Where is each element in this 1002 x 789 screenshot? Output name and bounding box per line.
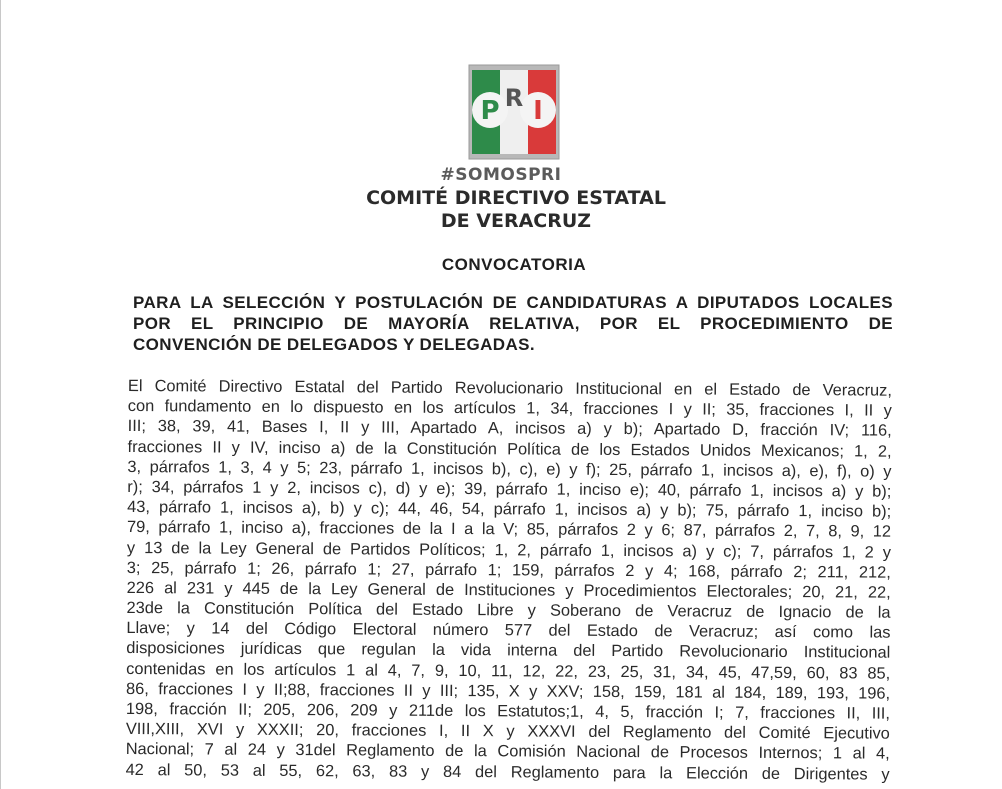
body-line: 23de la Constitución Política del Estado Libre y Soberano de Veracruz de Ignacio de la: [126, 599, 891, 622]
body-line: r); 34, párrafos 1 y 2, incisos c), d) y e); 39, párrafo 1, inciso e); 40, párrafo 1, incisos a) y b);: [127, 477, 892, 501]
body-line: disposiciones jurídicas que regulan la vida interna del Partido Revolucionario Institucional: [126, 639, 891, 663]
committee-line-1: COMITÉ DIRECTIVO ESTATAL: [366, 187, 666, 209]
body-line: Nacional; 7 al 24 y 31del Reglamento de la Comisión Nacional de Procesos Internos; 1 al 4,: [125, 740, 890, 764]
body-line: 79, párrafo 1, inciso a), fracciones de la I a la V; 85, párrafos 2 y 6; 87, párrafos 2, 7, 8, 9, 12: [127, 518, 892, 541]
body-line: 43, párrafo 1, incisos a), b) y c); 44, 46, 54, párrafo 1, incisos a) y b); 75, párrafo 1, inciso b);: [127, 498, 892, 521]
subtitle-line: PARA LA SELECCIÓN Y POSTULACIÓN DE CANDIDATURAS A DIPUTADOS LOCALES: [133, 293, 893, 312]
body-line: y 13 de la Ley General de Partidos Políticos; 1, 2, párrafo 1, incisos a) y c); 7, párrafos 1, 2 y: [126, 538, 891, 562]
body-line: fracciones II y IV, inciso a) de la Constitución Política de los Estados Unidos Mexicanos; 1, 2,: [127, 437, 892, 461]
logo-letter-r: R: [504, 84, 524, 112]
committee-line-2: DE VERACRUZ: [440, 210, 592, 232]
body-line: 3, párrafos 1, 3, 4 y 5; 23, párrafo 1, incisos b), c), e) y f); 25, párrafo 1, incisos a), e), f), o) y: [127, 457, 892, 481]
body-line: III; 38, 39, 41, Bases I, II y III, Apartado A, incisos a) y b); Apartado D, fracción IV; 116,: [127, 417, 892, 441]
body-line: El Comité Directivo Estatal del Partido Revolucionario Institucional en el Estado de Veracruz,: [127, 376, 892, 400]
committee-heading: [0, 187, 1002, 233]
body-line: Llave; y 14 del Código Electoral número 577 del Estado de Veracruz; así como las: [126, 619, 891, 642]
logo-letter-p: P: [480, 96, 500, 126]
pri-logo: [468, 64, 560, 160]
document-subtitle: [133, 292, 893, 355]
body-line: 198, fracción II; 205, 206, 209 y 211de los Estatutos;1, 4, 5, fracción I; 7, fracciones II, III,: [125, 699, 891, 723]
subtitle-line: POR EL PRINCIPIO DE MAYORÍA RELATIVA, POR EL PROCEDIMIENTO DE: [133, 314, 893, 333]
subtitle-line: CONVENCIÓN DE DELEGADOS Y DELEGADAS.: [133, 335, 535, 354]
body-line: 42 al 50, 53 al 55, 62, 63, 83 y 84 del Reglamento para la Elección de Dirigentes y: [125, 760, 890, 784]
body-line: 86, fracciones I y II;88, fracciones II y III; 135, X y XXV; 158, 159, 181 al 184, 189, 193, 196,: [126, 679, 891, 703]
page-edge: [0, 0, 1, 789]
hashtag: #SOMOSPRI: [440, 165, 562, 185]
body-line: con fundamento en lo dispuesto en los artículos 1, 34, fracciones I y II; 35, fracciones I, II y: [127, 397, 892, 420]
body-line: 3; 25, párrafo 1; 26, párrafo 1; 27, párrafo 1; 159, párrafos 2 y 4; 168, párrafo 2; 211, 212,: [126, 558, 891, 582]
body-line: 226 al 231 y 445 de la Ley General de Instituciones y Procedimientos Electorales; 20, 21, 22,: [126, 578, 891, 602]
body-line: VIII,XIII, XVI y XXXII; 20, fracciones I, II X y XXXVI del Reglamento del Comité Ejecutivo: [125, 720, 890, 743]
body-line: contenidas en los artículos 1 al 4, 7, 9, 10, 11, 12, 22, 23, 25, 31, 34, 45, 47,59, 60, 83 85,: [126, 659, 891, 683]
document-title: CONVOCATORIA: [441, 255, 587, 274]
body-paragraph: [126, 376, 892, 784]
logo-letter-i: I: [533, 96, 543, 126]
